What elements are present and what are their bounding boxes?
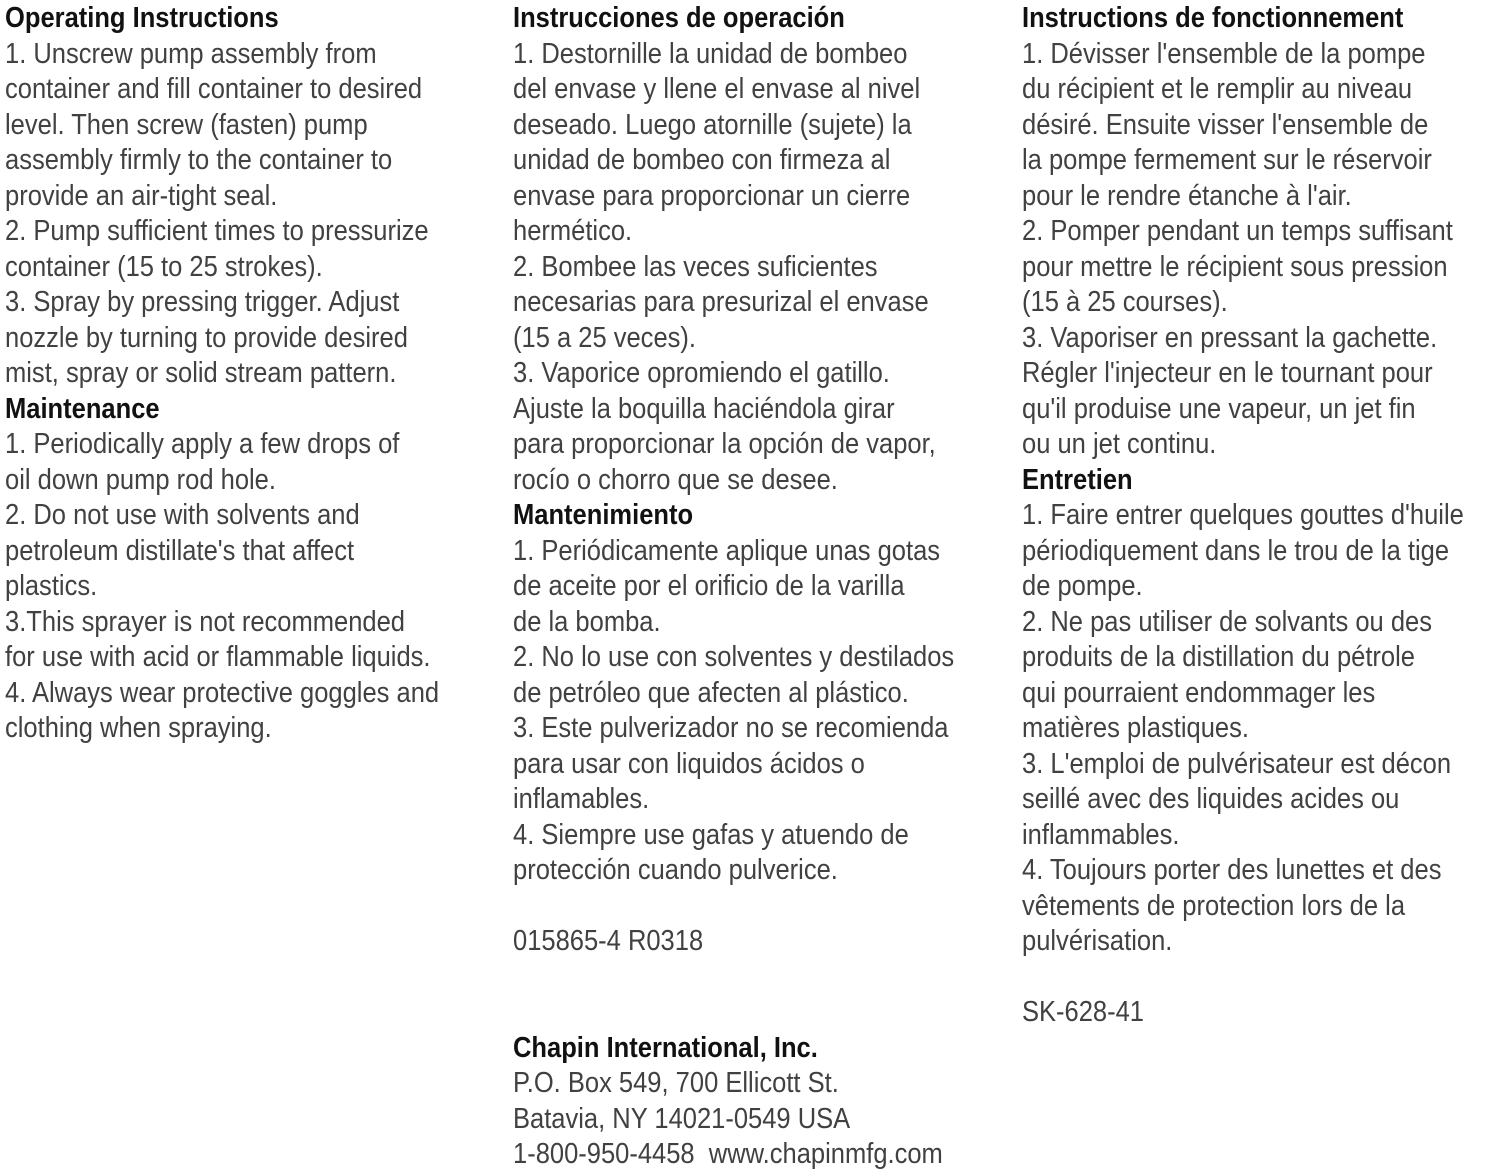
- text-line: deseado. Luego atornille (sujete) la: [513, 108, 912, 141]
- text-line: 2. Pump sufficient times to pressurize: [5, 215, 429, 247]
- text-line: assembly firmly to the container to: [5, 144, 393, 176]
- text-line: envase para proporcionar un cierre: [513, 179, 911, 212]
- text-line: 1. Destornille la unidad de bombeo: [513, 37, 908, 70]
- text-line: 1. Dévisser l'ensemble de la pompe: [1022, 37, 1426, 70]
- text-line: produits de la distillation du pétrole: [1022, 641, 1415, 673]
- section-heading: Operating Instructions: [5, 2, 279, 34]
- section-heading: Maintenance: [5, 392, 160, 425]
- text-line: container and fill container to desired: [5, 73, 423, 105]
- text-line: ou un jet continu.: [1022, 428, 1217, 460]
- text-line: para proporcionar la opción de vapor,: [513, 428, 936, 460]
- text-line: provide an air-tight seal.: [5, 179, 278, 212]
- text-line: inflamables.: [513, 783, 650, 815]
- text-line: désiré. Ensuite visser l'ensemble de: [1022, 108, 1429, 141]
- text-line: Régler l'injecteur en le tournant pour: [1022, 357, 1433, 389]
- text-line: 3. L'emploi de pulvérisateur est décon: [1022, 747, 1452, 780]
- section-heading: Entretien: [1022, 463, 1133, 496]
- column-english-instructions: [5, 1, 505, 747]
- text-line: 2. Do not use with solvents and: [5, 499, 360, 531]
- text-line: périodiquement dans le trou de la tige: [1022, 534, 1450, 567]
- text-line: du récipient et le remplir au niveau: [1022, 73, 1413, 105]
- part-number: 015865-4 R0318: [513, 925, 704, 957]
- text-line: qui pourraient endommager les: [1022, 676, 1376, 709]
- text-line: 2. Bombee las veces suficientes: [513, 250, 878, 283]
- section-heading: Instructions de fonctionnement: [1022, 2, 1404, 34]
- text-line: clothing when spraying.: [5, 712, 272, 744]
- text-line: 3. Vaporiser en pressant la gachette.: [1022, 321, 1438, 354]
- text-line: pulvérisation.: [1022, 925, 1173, 957]
- section-heading: Instrucciones de operación: [513, 2, 845, 34]
- text-line: nozzle by turning to provide desired: [5, 321, 408, 354]
- text-line: de petróleo que afecten al plástico.: [513, 676, 909, 709]
- text-line: de la bomba.: [513, 605, 661, 638]
- text-line: plastics.: [5, 570, 98, 602]
- text-line: Ajuste la boquilla haciéndola girar: [513, 392, 895, 425]
- text-line: 1. Unscrew pump assembly from: [5, 37, 377, 70]
- text-line: 2. Ne pas utiliser de solvants ou des: [1022, 605, 1432, 638]
- text-line: de aceite por el orificio de la varilla: [513, 570, 905, 602]
- text-line: 4. Always wear protective goggles and: [5, 676, 440, 709]
- text-line: petroleum distillate's that affect: [5, 534, 355, 567]
- text-line: container (15 to 25 strokes).: [5, 250, 323, 283]
- text-line: 3. Vaporice opromiendo el gatillo.: [513, 357, 890, 389]
- text-line: rocío o chorro que se desee.: [513, 463, 838, 496]
- spacer: [1022, 960, 1443, 996]
- text-line: P.O. Box 549, 700 Ellicott St.: [513, 1067, 839, 1099]
- text-line: for use with acid or flammable liquids.: [5, 641, 431, 673]
- spacer: [513, 889, 953, 925]
- spacer: [513, 960, 953, 996]
- text-line: 1. Periodically apply a few drops of: [5, 428, 400, 460]
- text-line: 4. Toujours porter des lunettes et des: [1022, 854, 1442, 886]
- text-line: 1. Periódicamente aplique unas gotas: [513, 534, 941, 567]
- text-line: 4. Siempre use gafas y atuendo de: [513, 818, 909, 851]
- text-line: matières plastiques.: [1022, 712, 1249, 744]
- text-line: protección cuando pulverice.: [513, 854, 838, 886]
- part-number: SK-628-41: [1022, 996, 1145, 1028]
- text-line: 3.This sprayer is not recommended: [5, 605, 405, 638]
- text-line: 2. No lo use con solventes y destilados: [513, 641, 955, 673]
- text-line: 3. Spray by pressing trigger. Adjust: [5, 286, 400, 318]
- text-line: necesarias para presurizal el envase: [513, 286, 929, 318]
- column-spanish-instructions: [513, 1, 1013, 1173]
- text-line: unidad de bombeo con firmeza al: [513, 144, 891, 176]
- company-name: Chapin International, Inc.: [513, 1031, 818, 1064]
- text-line: oil down pump rod hole.: [5, 463, 276, 496]
- text-line: qu'il produise une vapeur, un jet fin: [1022, 392, 1416, 425]
- text-line: Batavia, NY 14021-0549 USA: [513, 1102, 851, 1135]
- text-line: seillé avec des liquides acides ou: [1022, 783, 1400, 815]
- text-line: inflammables.: [1022, 818, 1180, 851]
- text-line: 2. Pomper pendant un temps suffisant: [1022, 215, 1453, 247]
- text-line: 1-800-950-4458 www.chapinmfg.com: [513, 1138, 943, 1170]
- text-line: 3. Este pulverizador no se recomienda: [513, 712, 949, 744]
- column-french-instructions: [1022, 1, 1500, 1031]
- text-line: level. Then screw (fasten) pump: [5, 108, 368, 141]
- text-line: la pompe fermement sur le réservoir: [1022, 144, 1432, 176]
- text-line: 1. Faire entrer quelques gouttes d'huile: [1022, 499, 1464, 531]
- text-line: de pompe.: [1022, 570, 1143, 602]
- text-line: hermético.: [513, 215, 633, 247]
- text-line: para usar con liquidos ácidos o: [513, 747, 865, 780]
- text-line: mist, spray or solid stream pattern.: [5, 357, 397, 389]
- text-line: (15 a 25 veces).: [513, 321, 696, 354]
- text-line: del envase y llene el envase al nivel: [513, 73, 921, 105]
- text-line: pour mettre le récipient sous pression: [1022, 250, 1448, 283]
- text-line: pour le rendre étanche à l'air.: [1022, 179, 1352, 212]
- spacer: [513, 995, 953, 1031]
- text-line: vêtements de protection lors de la: [1022, 889, 1406, 922]
- text-line: (15 à 25 courses).: [1022, 286, 1228, 318]
- section-heading: Mantenimiento: [513, 499, 694, 531]
